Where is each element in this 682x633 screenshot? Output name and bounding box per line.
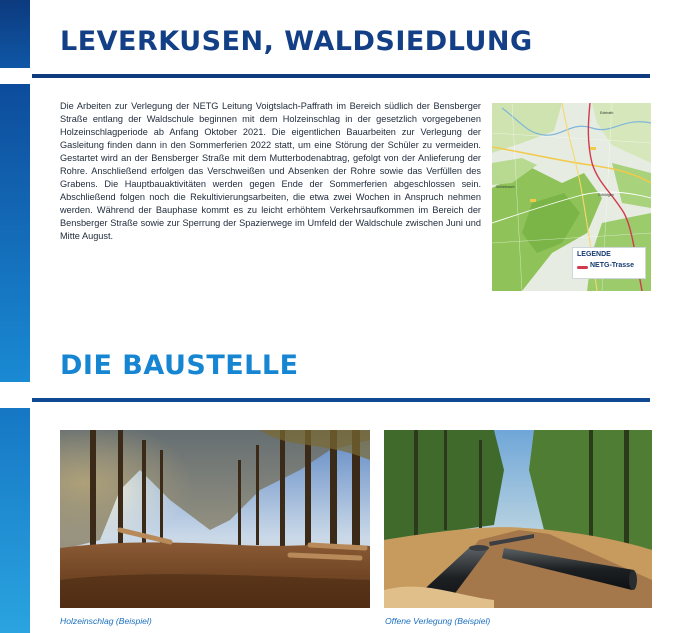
section-title-baustelle: DIE BAUSTELLE <box>60 350 299 381</box>
legend-title: LEGENDE <box>577 251 611 258</box>
sidebar-accent-top <box>0 0 30 68</box>
route-line-swatch <box>577 266 588 269</box>
forest-clearing-illustration <box>60 430 370 608</box>
body-paragraph: Die Arbeiten zur Verlegung der NETG Leitung Voigtslach-Paffrath im Bereich südlich der Bensberger Straße entlang der Waldschule beginnen mit dem Holzeinschlag in der gesetzlich vorgegebenen Holzeinschlagperiode ab Anfang Oktober 2021. Die eigentlichen Bauarbeiten zur Verlegung der Gasleitung finden dann in den Sommerferien 2022 statt, um eine Störung der Schüler zu vermeiden. Gestartet wird an der Bensberger Straße mit dem Mutterbodenabtrag, gefolgt von der Anlieferung der Rohre. Anschließend erfolgen das Verschweißen und Absenken der Rohre sowie das Verfüllen des Grabens. Die Hauptbauaktivitäten werden gegen Ende der Sommerferien abgeschlossen sein. Abschließend folgen noch die Rekultivierungsarbeiten, die etwa zwei Wochen in Anspruch nehmen werden. Während der Bauphase kommt es zu leicht erhöhtem Verkehrsaufkommen im Bereich der Bensberger Straße sowie zur Sperrung der Spazierwege im Umfeld der Waldschule zwischen Juni und Mitte August. <box>60 101 481 242</box>
photo-caption-offene-verlegung: Offene Verlegung (Beispiel) <box>385 616 491 626</box>
map-label-schildgen: Schildgen <box>598 193 614 197</box>
map-label-schlebusch: Schlebusch <box>496 185 515 189</box>
photo-caption-holzeinschlag: Holzeinschlag (Beispiel) <box>60 616 152 626</box>
photo-offene-verlegung <box>384 430 652 608</box>
map-label-edelrath: Edelrath <box>600 111 614 115</box>
legend-item-netg-trasse: NETG-Trasse <box>590 262 634 269</box>
map-legend <box>572 247 646 279</box>
pipeline-trench-illustration <box>384 430 652 608</box>
title-underline <box>32 74 650 78</box>
photo-holzeinschlag <box>60 430 370 608</box>
sidebar-accent-bottom <box>0 408 30 633</box>
section-divider <box>32 398 650 402</box>
route-map <box>492 103 651 291</box>
section-title-leverkusen: LEVERKUSEN, WALDSIEDLUNG <box>60 26 533 57</box>
sidebar-accent-middle <box>0 84 30 382</box>
